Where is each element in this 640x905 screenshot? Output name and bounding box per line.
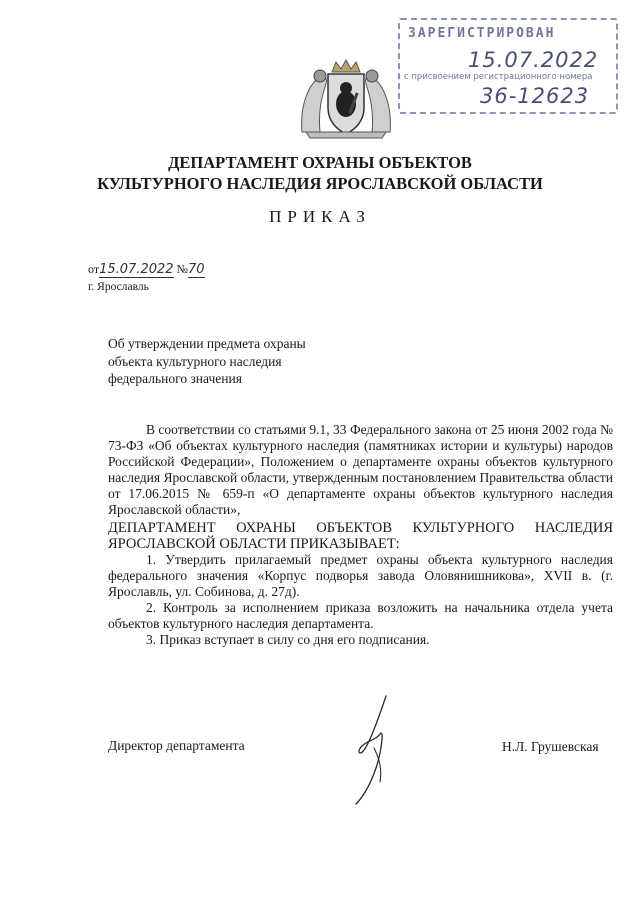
order-item-3: 3. Приказ вступает в силу со дня его подписания. (146, 632, 430, 647)
signer-name: Н.Л. Грушевская (502, 739, 599, 754)
signature-icon (330, 690, 420, 810)
stamp-note: с присвоением регистрационного номера (404, 72, 593, 82)
preamble: В соответствии со статьями 9.1, 33 Федерального закона от 25 июня 2002 года № 73-ФЗ «Об объектах культурного наследия (памятниках истории и культуры) народов Российской Федерации», Положением о департаменте охраны объектов культурного наследия Ярославской области, утвержденным постановлением Правительства области от 17.06.2015 № 659-п «О департаменте охраны объектов культурного наследия Ярославской области», (108, 422, 613, 517)
stamp-date: 15.07.2022 (468, 48, 599, 72)
order-dateline (88, 262, 205, 277)
subject-line2: объекта культурного наследия (108, 353, 282, 369)
department-title (0, 152, 640, 194)
department-title-line2: КУЛЬТУРНОГО НАСЛЕДИЯ ЯРОСЛАВСКОЙ ОБЛАСТИ (97, 174, 543, 193)
order-date: 15.07.2022 (99, 262, 174, 277)
stamp-number: 36-12623 (480, 84, 590, 108)
number-sign: № (176, 262, 188, 276)
order-body (108, 422, 613, 648)
from-prefix: от (88, 262, 100, 276)
subject-line3: федерального значения (108, 371, 242, 386)
registration-stamp (398, 18, 618, 114)
subject-line1: Об утверждении предмета охраны (108, 336, 306, 351)
stamp-title: ЗАРЕГИСТРИРОВАН (408, 26, 556, 41)
signer-title: Директор департамента (108, 738, 245, 753)
order-number: 70 (187, 262, 205, 277)
order-item-2: 2. Контроль за исполнением приказа возложить на начальника отдела учета объектов культурного наследия департамента. (108, 600, 613, 631)
order-item-1: 1. Утвердить прилагаемый предмет охраны объекта культурного наследия федерального значения «Корпус подворья завода Оловянишникова», XVII в. (г. Ярославль, ул. Собинова, д. 27д). (108, 552, 613, 599)
coat-of-arms-icon (296, 58, 396, 140)
document-type: ПРИКАЗ (269, 207, 371, 226)
department-title-line1: ДЕПАРТАМЕНТ ОХРАНЫ ОБЪЕКТОВ (168, 153, 472, 172)
orders-statement: ДЕПАРТАМЕНТ ОХРАНЫ ОБЪЕКТОВ КУЛЬТУРНОГО НАСЛЕДИЯ ЯРОСЛАВСКОЙ ОБЛАСТИ ПРИКАЗЫВАЕТ: (108, 520, 613, 552)
order-city: г. Ярославль (88, 281, 149, 293)
order-subject (108, 335, 306, 388)
